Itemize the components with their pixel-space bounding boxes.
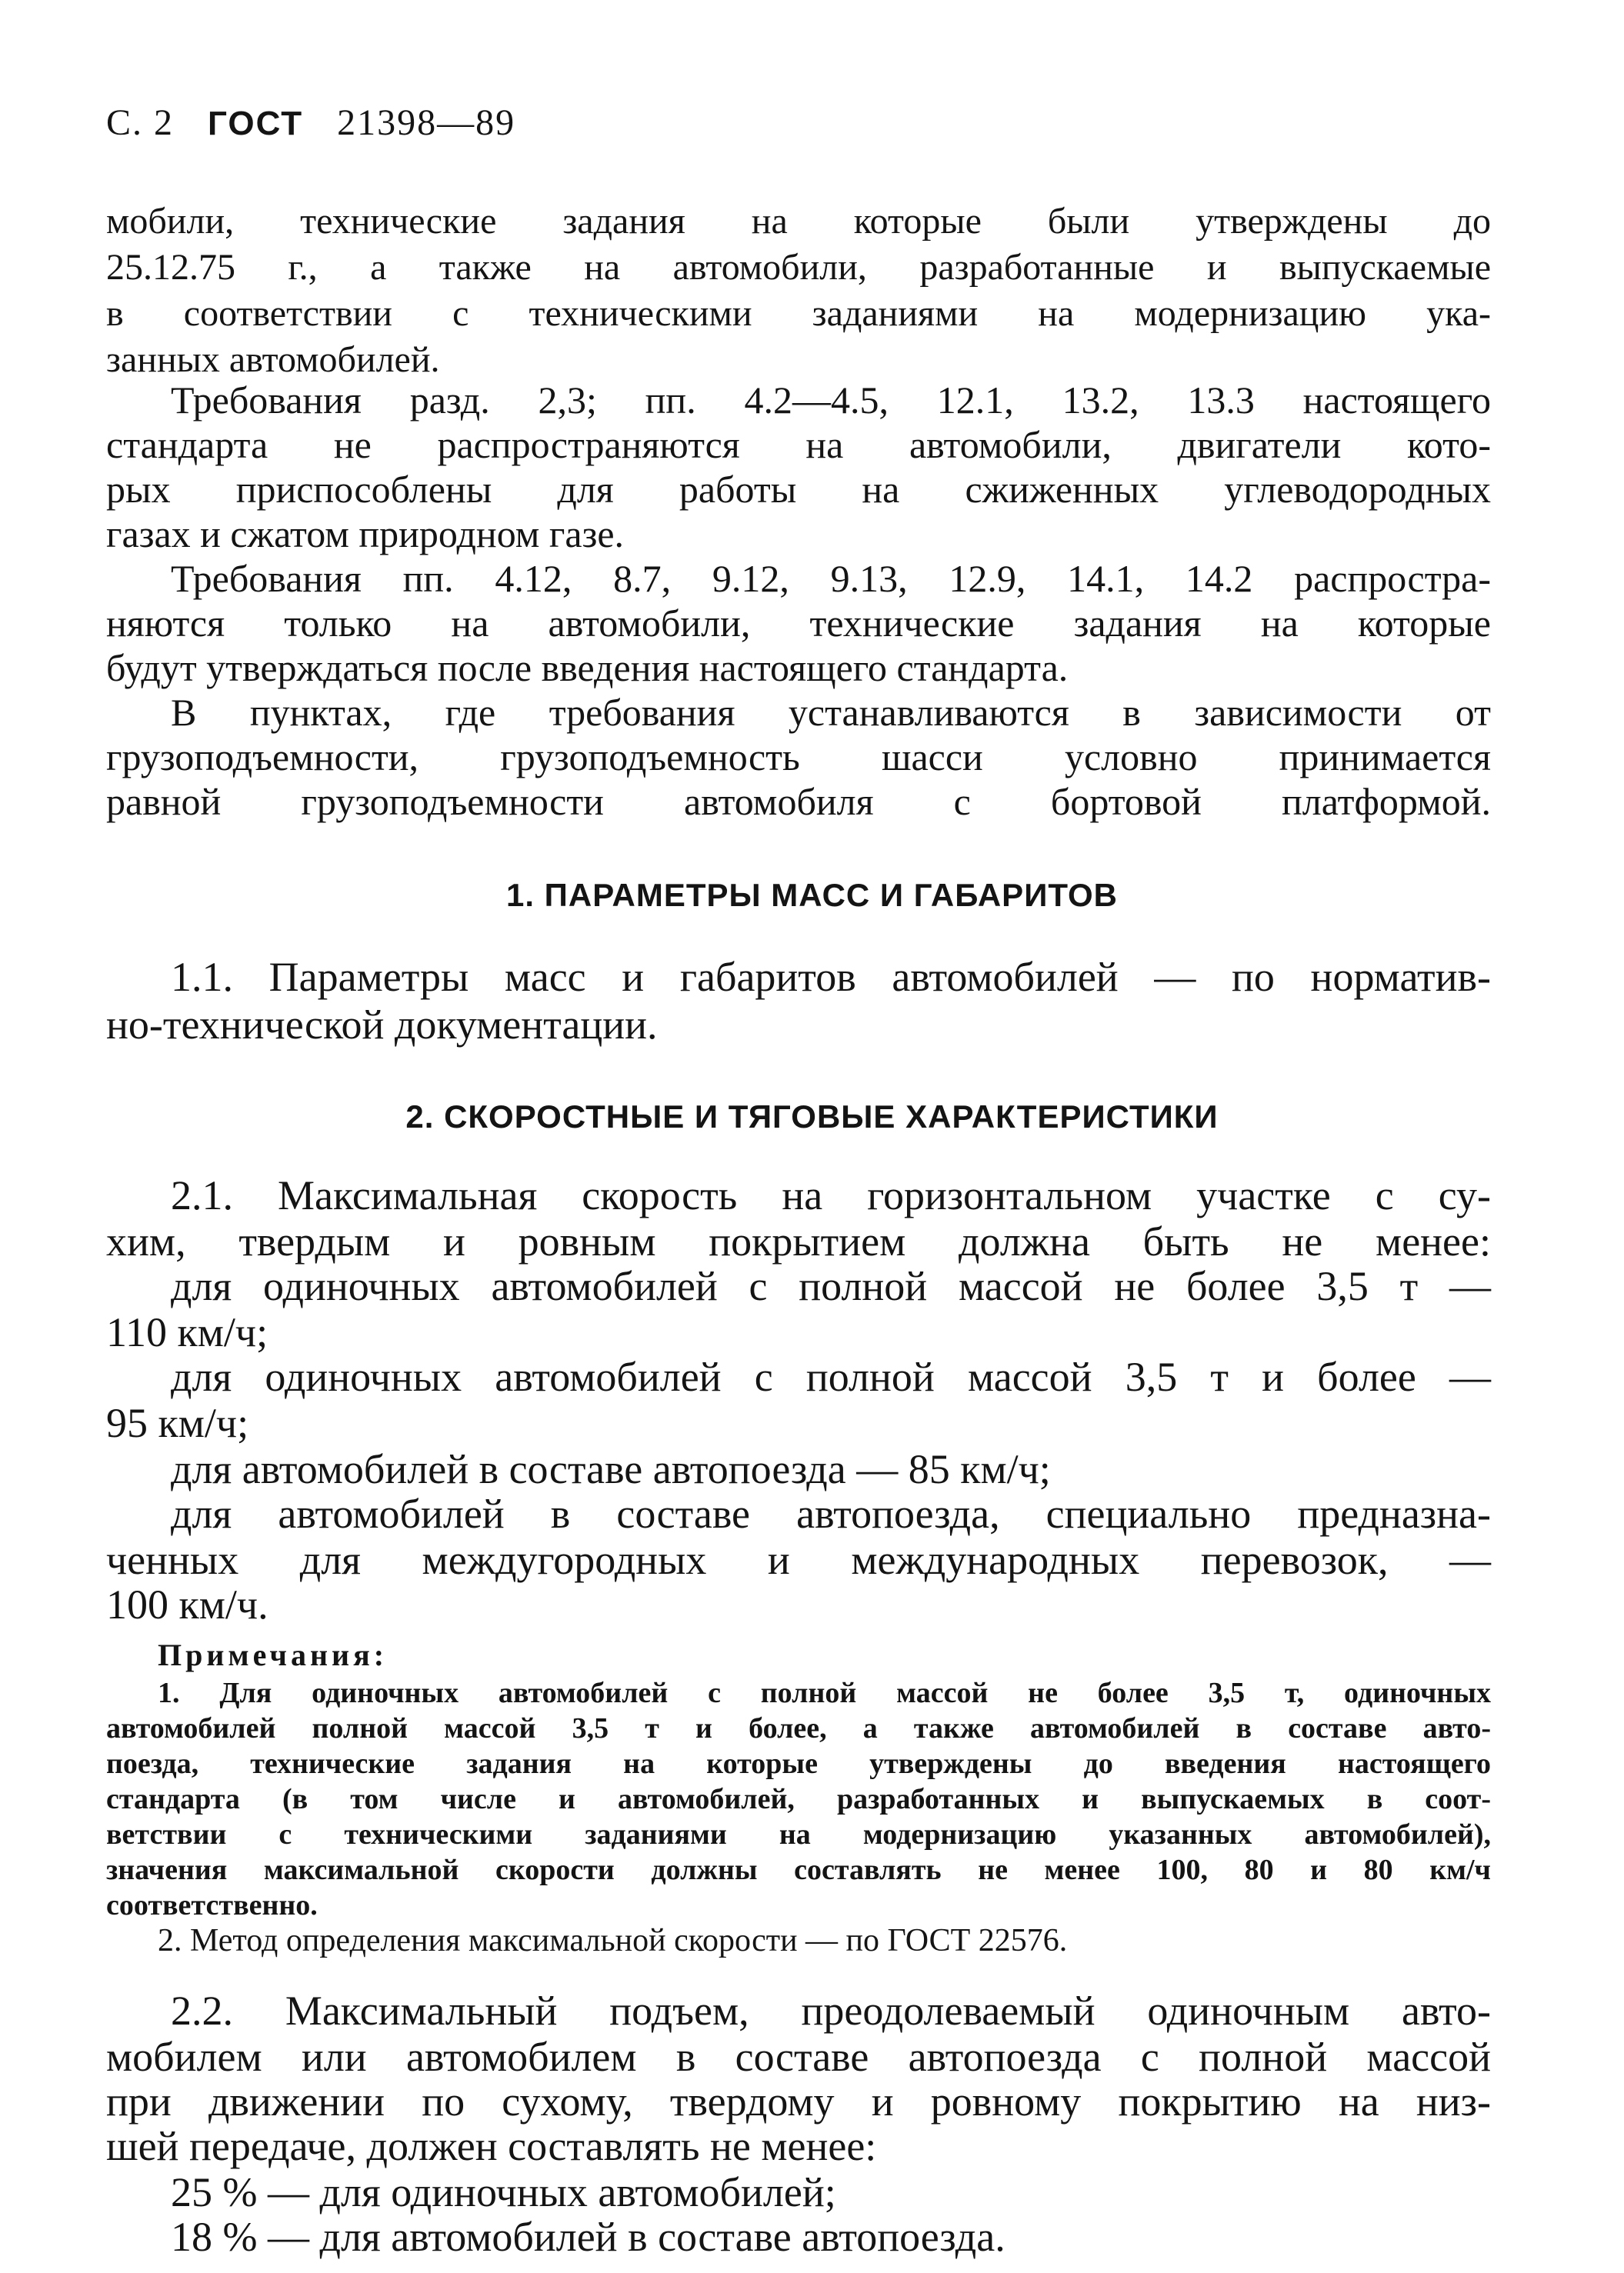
paragraph-line: в соответствии с техническими заданиями на модернизацию ука- — [106, 293, 1491, 334]
paragraph-line: ченных для междугородных и международных перевозок, — — [106, 1537, 1491, 1583]
paragraph-line: мобили, технические задания на которые были утверждены до — [106, 201, 1491, 242]
note-line: стандарта (в том числе и автомобилей, разработанных и выпускаемых в соот- — [106, 1783, 1491, 1815]
paragraph-line: 95 км/ч; — [106, 1400, 249, 1446]
section-heading: 1. ПАРАМЕТРЫ МАСС И ГАБАРИТОВ — [505, 877, 1118, 913]
page-header — [106, 102, 539, 144]
paragraph-line: няются только на автомобили, технические задания на которые — [106, 602, 1491, 645]
paragraph-line: мобилем или автомобилем в составе автопоезда с полной массой — [106, 2034, 1491, 2080]
paragraph-line: будут утверждаться после введения настоящего стандарта. — [106, 646, 1069, 689]
note-line: ветствии с техническими заданиями на модернизацию указанных автомобилей), — [106, 1818, 1491, 1851]
note-line: соответственно. — [106, 1889, 318, 1921]
notes-title: Примечания: — [158, 1638, 388, 1672]
paragraph-line: 25 % — для одиночных автомобилей; — [171, 2169, 836, 2215]
note-line: поезда, технические задания на которые утверждены до введения настоящего — [106, 1748, 1491, 1780]
paragraph-line: для одиночных автомобилей с полной массой не более 3,5 т — — [171, 1263, 1491, 1309]
paragraph-line: 2.2. Максимальный подъем, преодолеваемый одиночным авто- — [171, 1988, 1491, 2034]
paragraph-line: Требования пп. 4.12, 8.7, 9.12, 9.13, 12.9, 14.1, 14.2 распростра- — [171, 557, 1491, 600]
paragraph-line: Требования разд. 2,3; пп. 4.2—4.5, 12.1, 13.2, 13.3 настоящего — [171, 378, 1491, 422]
paragraph-line: занных автомобилей. — [106, 339, 440, 380]
paragraph-line: для автомобилей в составе автопоезда, специально предназна- — [171, 1491, 1491, 1537]
paragraph-line: 1.1. Параметры масс и габаритов автомобилей — по норматив- — [171, 954, 1491, 1000]
paragraph-line: для автомобилей в составе автопоезда — 85 км/ч; — [171, 1446, 1051, 1492]
paragraph-line: для одиночных автомобилей с полной массой 3,5 т и более — — [171, 1354, 1491, 1400]
section-heading: 2. СКОРОСТНЫЕ И ТЯГОВЫЕ ХАРАКТЕРИСТИКИ — [405, 1098, 1219, 1135]
standard-number: 21398—89 — [337, 102, 516, 143]
paragraph-line: 18 % — для автомобилей в составе автопоезда. — [171, 2214, 1005, 2260]
paragraph-line: равной грузоподъемности автомобиля с бортовой платформой. — [106, 780, 1491, 823]
note-line: автомобилей полной массой 3,5 т и более, а также автомобилей в составе авто- — [106, 1712, 1491, 1745]
paragraph-line: газах и сжатом природном газе. — [106, 512, 625, 555]
paragraph-line: но-технической документации. — [106, 1002, 658, 1048]
paragraph-line: рых приспособлены для работы на сжиженных углеводородных — [106, 468, 1491, 511]
paragraph-line: 100 км/ч. — [106, 1581, 268, 1628]
paragraph-line: грузоподъемности, грузоподъемность шасси условно принимается — [106, 735, 1491, 778]
page-number: С. 2 — [106, 102, 175, 143]
note-line: 1. Для одиночных автомобилей с полной массой не более 3,5 т, одиночных — [158, 1677, 1491, 1709]
note-line: 2. Метод определения максимальной скорости — по ГОСТ 22576. — [158, 1923, 1068, 1958]
note-line: значения максимальной скорости должны составлять не менее 100, 80 и 80 км/ч — [106, 1854, 1491, 1886]
paragraph-line: шей передаче, должен составлять не менее: — [106, 2123, 877, 2169]
paragraph-line: хим, твердым и ровным покрытием должна быть не менее: — [106, 1218, 1491, 1265]
standard-label: ГОСТ — [208, 105, 304, 142]
paragraph-line: стандарта не распространяются на автомобили, двигатели кото- — [106, 423, 1491, 466]
paragraph-line: 25.12.75 г., а также на автомобили, разработанные и выпускаемые — [106, 247, 1491, 288]
paragraph-line: 110 км/ч; — [106, 1309, 268, 1355]
paragraph-line: В пунктах, где требования устанавливаются в зависимости от — [171, 691, 1491, 734]
paragraph-line: при движении по сухому, твердому и ровному покрытию на низ- — [106, 2078, 1491, 2125]
paragraph-line: 2.1. Максимальная скорость на горизонтальном участке с су- — [171, 1172, 1491, 1218]
